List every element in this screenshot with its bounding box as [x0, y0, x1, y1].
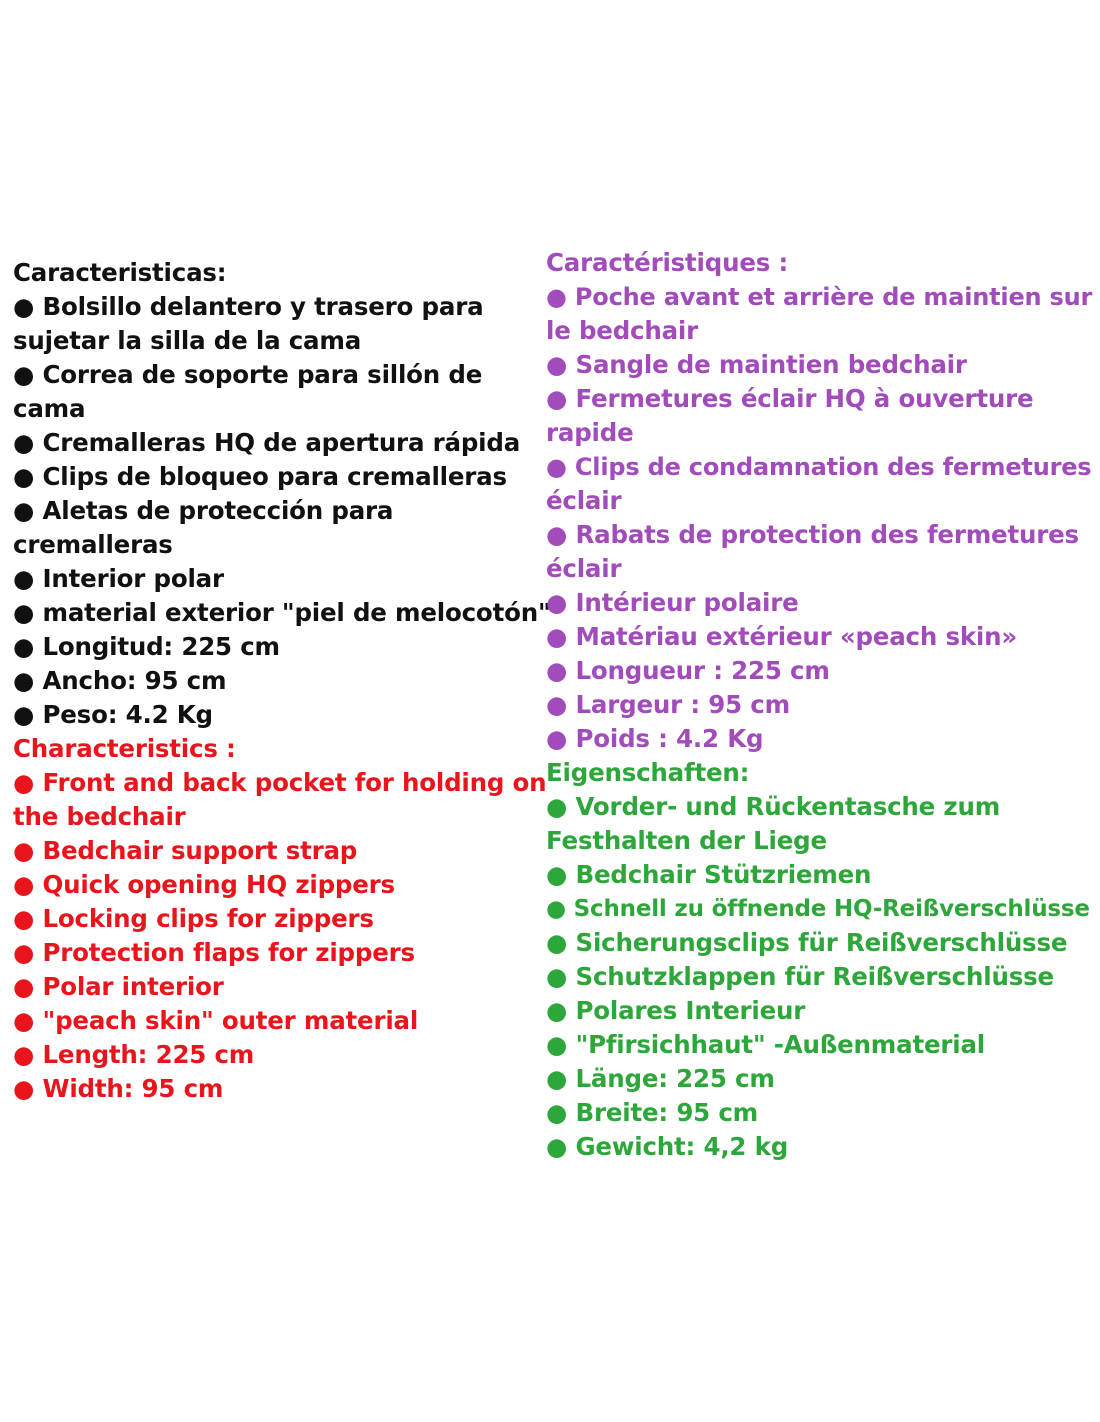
french-heading: Caractéristiques :	[546, 248, 789, 277]
german-heading: Eigenschaften:	[546, 758, 750, 787]
french-line: ● Largeur : 95 cm	[546, 690, 790, 719]
french-line: ● Poids : 4.2 Kg	[546, 724, 764, 753]
french-line: ● Rabats de protection des fermetures	[546, 520, 1079, 549]
spanish-line: cama	[13, 394, 86, 423]
french-line: ● Clips de condamnation des fermetures	[546, 453, 1092, 481]
french-line: ● Matériau extérieur «peach skin»	[546, 622, 1017, 651]
spanish-line: ● Clips de bloqueo para cremalleras	[13, 462, 507, 491]
german-line: ● Schutzklappen für Reißverschlüsse	[546, 962, 1054, 991]
english-line: ● "peach skin" outer material	[13, 1006, 419, 1035]
spanish-line: cremalleras	[13, 530, 173, 559]
english-line: ● Quick opening HQ zippers	[13, 870, 395, 899]
french-line: rapide	[546, 418, 634, 447]
english-line: ● Width: 95 cm	[13, 1074, 224, 1103]
german-line: ● Gewicht: 4,2 kg	[546, 1132, 789, 1161]
german-line: Festhalten der Liege	[546, 826, 827, 855]
german-line: ● "Pfirsichhaut" -Außenmaterial	[546, 1030, 985, 1059]
german-line: ● Länge: 225 cm	[546, 1064, 775, 1093]
english-line: ● Front and back pocket for holding on	[13, 768, 547, 797]
english-line: ● Locking clips for zippers	[13, 904, 374, 933]
left-column	[13, 256, 553, 1106]
english-line: ● Polar interior	[13, 972, 224, 1001]
spanish-line: ● Longitud: 225 cm	[13, 632, 280, 661]
french-line: ● Intérieur polaire	[546, 588, 799, 617]
german-line: ● Polares Interieur	[546, 996, 806, 1025]
english-line: the bedchair	[13, 802, 186, 831]
spanish-line: ● Bolsillo delantero y trasero para	[13, 292, 484, 321]
french-spec-list	[546, 246, 1096, 756]
french-line: ● Poche avant et arrière de maintien sur	[546, 283, 1093, 311]
spanish-line: ● Interior polar	[13, 564, 224, 593]
spanish-line: ● material exterior "piel de melocotón"	[13, 598, 551, 627]
english-heading: Characteristics :	[13, 734, 236, 763]
german-line: ● Schnell zu öffnende HQ-Reißverschlüsse	[546, 896, 1090, 922]
german-line: ● Bedchair Stützriemen	[546, 860, 872, 889]
spanish-heading: Caracteristicas:	[13, 258, 227, 287]
spanish-line: sujetar la silla de la cama	[13, 326, 362, 355]
english-line: ● Length: 225 cm	[13, 1040, 255, 1069]
french-line: ● Sangle de maintien bedchair	[546, 350, 967, 379]
french-line: ● Fermetures éclair HQ à ouverture	[546, 384, 1034, 413]
german-line: ● Vorder- und Rückentasche zum	[546, 792, 1001, 821]
spanish-line: ● Aletas de protección para	[13, 496, 394, 525]
spanish-line: ● Cremalleras HQ de apertura rápida	[13, 428, 521, 457]
french-line: ● Longueur : 225 cm	[546, 656, 830, 685]
german-line: ● Sicherungsclips für Reißverschlüsse	[546, 928, 1068, 957]
spanish-line: ● Correa de soporte para sillón de	[13, 360, 483, 389]
french-line: éclair	[546, 554, 622, 583]
spanish-line: ● Peso: 4.2 Kg	[13, 700, 213, 729]
german-line: ● Breite: 95 cm	[546, 1098, 759, 1127]
english-line: ● Protection flaps for zippers	[13, 938, 415, 967]
spanish-line: ● Ancho: 95 cm	[13, 666, 227, 695]
french-line: éclair	[546, 486, 622, 515]
right-column	[546, 246, 1096, 1164]
spanish-spec-list	[13, 256, 553, 732]
german-spec-list	[546, 756, 1096, 1164]
french-line: le bedchair	[546, 316, 699, 345]
english-spec-list	[13, 732, 553, 1106]
english-line: ● Bedchair support strap	[13, 836, 358, 865]
